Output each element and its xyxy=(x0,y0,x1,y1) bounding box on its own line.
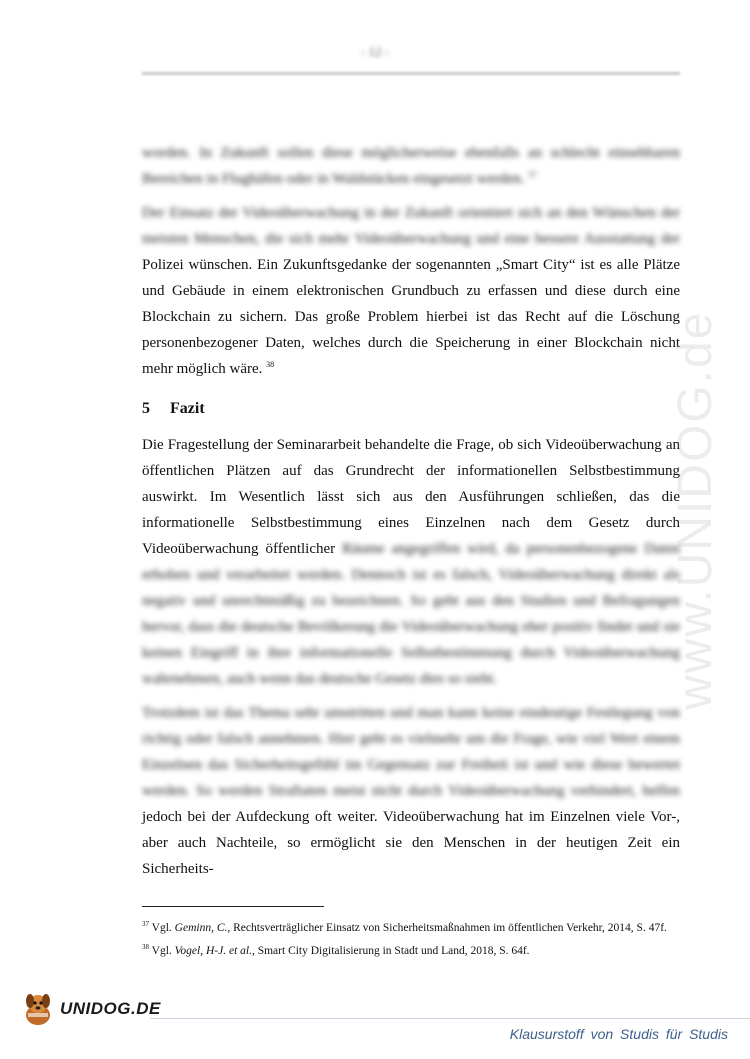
paragraph-4-text: jedoch bei der Aufdeckung oft weiter. Videoüberwachung hat im Einzelnen viele Vor-, aber auch Nachteile, so ermöglicht sie den Menschen in der heutigen Zeit ein Sicherheits- xyxy=(142,809,680,877)
paragraph-4 xyxy=(142,700,680,882)
paragraph-2-blurred-text: Der Einsatz der Videoüberwachung in der Zukunft orientiert sich an den Wünschen der meisten Menschen, die sich mehr Videoüberwachung und eine bessere Ausstattung der xyxy=(142,205,680,247)
watermark: www.UNIDOG.de xyxy=(669,310,722,710)
logo-text: UNIDOG.DE xyxy=(60,999,161,1018)
footnotes xyxy=(142,920,680,966)
footnote-text: , Rechtsverträglicher Einsatz von Sicherheitsmaßnahmen im öffentlichen Verkehr, 2014, S. 47f. xyxy=(227,922,667,934)
section-title: Fazit xyxy=(170,400,205,417)
paragraph-2 xyxy=(142,200,680,382)
footnote-38 xyxy=(142,943,680,960)
dog-mascot-icon xyxy=(18,989,58,1029)
paragraph-1-text: worden. In Zukunft sollen diese möglicherweise ebenfalls an schlecht einsehbaren Bereichen in Flughäfen oder in Waldstücken eingesetzt werden. xyxy=(142,145,680,187)
paragraph-3-blurred-text: Räume angegriffen wird, da personenbezogene Daten erhoben und verarbeitet werden. Dennoch ist es falsch, Videoüberwachung direkt als negativ und unrechtmäßig zu bezeichnen. So geht aus den Studien und Befragungen hervor, dass die deutsche Bevölkerung die Videoüberwachung eher positiv findet und sie keinen Eingriff in ihre informationelle Selbstbestimmung durch Videoüberwachung wahrnehmen, auch wenn das deutsche Gesetz dies so sieht. xyxy=(142,541,681,687)
footnote-rule xyxy=(142,906,324,907)
body-text-top xyxy=(142,140,680,390)
footnote-number: 38 xyxy=(142,943,149,952)
section-heading xyxy=(142,400,205,418)
footnote-prefix: Vgl. xyxy=(151,945,172,957)
body-text-bottom xyxy=(142,432,680,890)
footnote-ref-37: 37 xyxy=(528,170,537,179)
paragraph-2-text: Polizei wünschen. Ein Zukunftsgedanke der sogenannten „Smart City“ ist es alle Plätze und Gebäude in einem elektronischen Grundbuch zu erfassen und diese durch eine Blockchain zu sichern. Das große Problem hierbei ist das Recht auf die Löschung personenbezogener Daten, welches durch die Speicherung in einer Blockchain nicht mehr möglich wäre. xyxy=(142,257,680,377)
paragraph-4-blurred-text: Trotzdem ist das Thema sehr umstritten und man kann keine eindeutige Festlegung von richtig oder falsch annehmen. Hier geht es vielmehr um die Frage, wie viel Wert einem Einzelnen das Sicherheitsgefühl im Gegensatz zur Freiheit ist und wie diese bewertet werden. So werden Straftaten meist nicht durch Videoüberwachung verhindert, helfen xyxy=(142,705,680,799)
footnote-number: 37 xyxy=(142,920,149,929)
paragraph-3-text: Die Fragestellung der Seminararbeit behandelte die Frage, ob sich Videoüberwachung an öffentlichen Plätzen auf das Grundrecht der informationellen Selbstbestimmung auswirkt. Im Wesentlich lässt sich aus den Ausführungen schließen, das die informationelle Selbstbestimmung eines Einzelnen nach dem Gesetz durch Videoüberwachung öffentlicher xyxy=(142,437,680,557)
footer-tagline: Klausurstoff von Studis für Studis xyxy=(509,1026,728,1042)
header-rule xyxy=(142,72,680,75)
footer-rule xyxy=(150,1018,750,1019)
footnote-author: Vogel, H-J. et al. xyxy=(174,945,252,957)
footnote-text: , Smart City Digitalisierung in Stadt und Land, 2018, S. 64f. xyxy=(251,945,530,957)
footnote-ref-38: 38 xyxy=(266,360,275,369)
paragraph-1 xyxy=(142,140,680,192)
footnote-37 xyxy=(142,920,680,937)
section-number: 5 xyxy=(142,400,150,417)
footnote-author: Geminn, C. xyxy=(174,922,228,934)
unidog-logo xyxy=(18,986,161,1032)
footnote-prefix: Vgl. xyxy=(151,922,172,934)
paragraph-3 xyxy=(142,432,680,692)
page-number: - 12 - xyxy=(360,44,390,59)
